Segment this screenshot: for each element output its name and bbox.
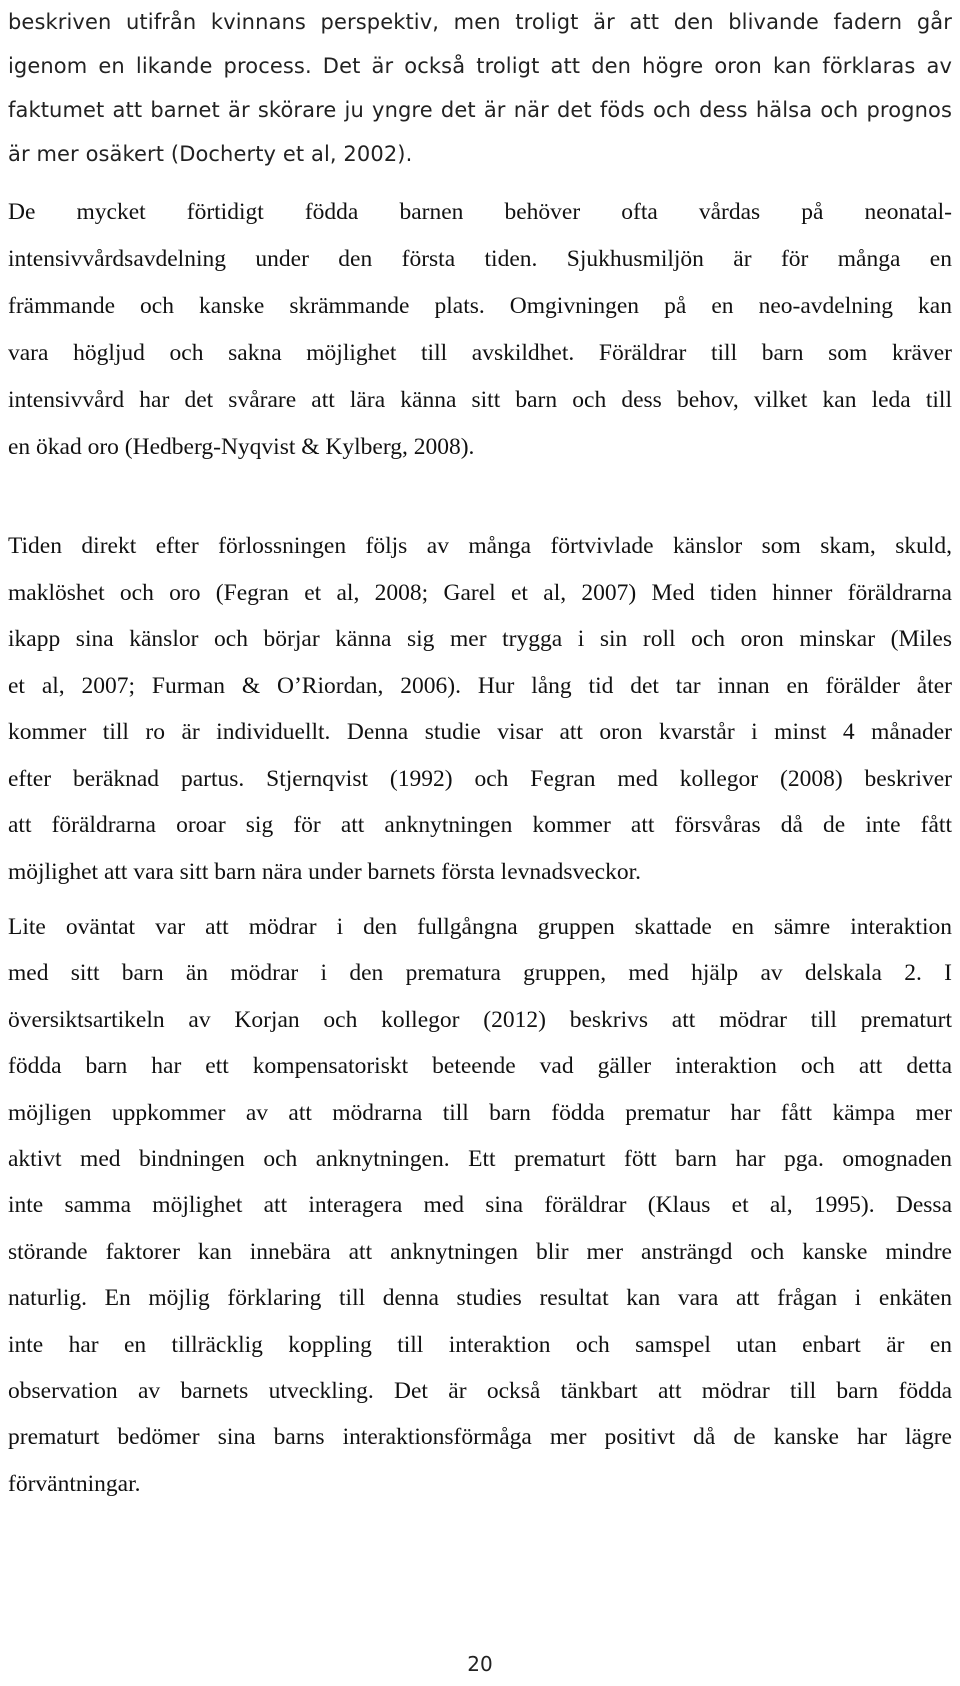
paragraph-line: beskriven utifrån kvinnans perspektiv, men troligt är att den blivande fadern går xyxy=(8,10,952,34)
paragraph-line: en ökad oro (Hedberg-Nyqvist & Kylberg, 2008). xyxy=(8,434,475,460)
paragraph-line: observation av barnets utveckling. Det är också tänkbart att mödrar till barn födda xyxy=(8,1378,952,1405)
paragraph-line: att föräldrarna oroar sig för att anknytningen kommer att försvåras då de inte fått xyxy=(8,812,952,838)
paragraph-line: intensivvårdsavdelning under den första tiden. Sjukhusmiljön är för många en xyxy=(8,246,952,272)
paragraph-1 xyxy=(8,0,952,176)
paragraph-line: igenom en likande process. Det är också troligt att den högre oron kan förklaras av xyxy=(8,54,952,78)
paragraph-4 xyxy=(8,904,952,1507)
paragraph-line: är mer osäkert (Docherty et al, 2002). xyxy=(8,142,413,166)
page-number: 20 xyxy=(467,1652,493,1676)
paragraph-line: De mycket förtidigt födda barnen behöver ofta vårdas på neonatal- xyxy=(8,199,952,225)
paragraph-line: vara högljud och sakna möjlighet till avskildhet. Föräldrar till barn som kräver xyxy=(8,340,952,366)
paragraph-line: översiktsartikeln av Korjan och kollegor (2012) beskrivs att mödrar till prematurt xyxy=(8,1006,952,1033)
paragraph-line: kommer till ro är individuellt. Denna studie visar att oron kvarstår i minst 4 månader xyxy=(8,719,952,745)
paragraph-line: inte har en tillräcklig koppling till interaktion och samspel utan enbart är en xyxy=(8,1331,952,1358)
paragraph-line: naturlig. En möjlig förklaring till denna studies resultat kan vara att frågan i enkäten xyxy=(8,1285,952,1312)
paragraph-line: inte samma möjlighet att interagera med sina föräldrar (Klaus et al, 1995). Dessa xyxy=(8,1192,952,1219)
paragraph-line: efter beräknad partus. Stjernqvist (1992) och Fegran med kollegor (2008) beskriver xyxy=(8,765,952,792)
paragraph-line: prematurt bedömer sina barns interaktionsförmåga mer positivt då de kanske har lägre xyxy=(8,1424,952,1451)
paragraph-line: möjligen uppkommer av att mödrarna till barn födda prematur har fått kämpa mer xyxy=(8,1099,952,1126)
paragraph-line: maklöshet och oro (Fegran et al, 2008; Garel et al, 2007) Med tiden hinner föräldrarna xyxy=(8,579,952,606)
paragraph-line: främmande och kanske skrämmande plats. Omgivningen på en neo-avdelning kan xyxy=(8,293,952,319)
paragraph-line: faktumet att barnet är skörare ju yngre det är när det föds och dess hälsa och prognos xyxy=(8,98,952,122)
paragraph-line: störande faktorer kan innebära att anknytningen blir mer ansträngd och kanske mindre xyxy=(8,1238,952,1265)
paragraph-line: ikapp sina känslor och börjar känna sig mer trygga i sin roll och oron minskar (Miles xyxy=(8,626,952,652)
paragraph-line: förväntningar. xyxy=(8,1470,141,1497)
paragraph-line: aktivt med bindningen och anknytningen. Ett prematurt fött barn har pga. omognaden xyxy=(8,1146,952,1173)
paragraph-line: födda barn har ett kompensatoriskt beteende vad gäller interaktion och att detta xyxy=(8,1053,952,1080)
paragraph-line: möjlighet att vara sitt barn nära under barnets första levnadsveckor. xyxy=(8,858,641,885)
paragraph-line: Tiden direkt efter förlossningen följs av många förtvivlade känslor som skam, skuld, xyxy=(8,533,952,559)
paragraph-3 xyxy=(8,523,952,895)
paragraph-line: med sitt barn än mödrar i den prematura gruppen, med hjälp av delskala 2. I xyxy=(8,960,952,987)
paragraph-line: intensivvård har det svårare att lära känna sitt barn och dess behov, vilket kan leda till xyxy=(8,387,952,413)
paragraph-2 xyxy=(8,189,952,471)
paragraph-line: Lite oväntat var att mödrar i den fullgångna gruppen skattade en sämre interaktion xyxy=(8,914,952,940)
paragraph-line: et al, 2007; Furman & O’Riordan, 2006). Hur lång tid det tar innan en förälder åter xyxy=(8,672,952,699)
